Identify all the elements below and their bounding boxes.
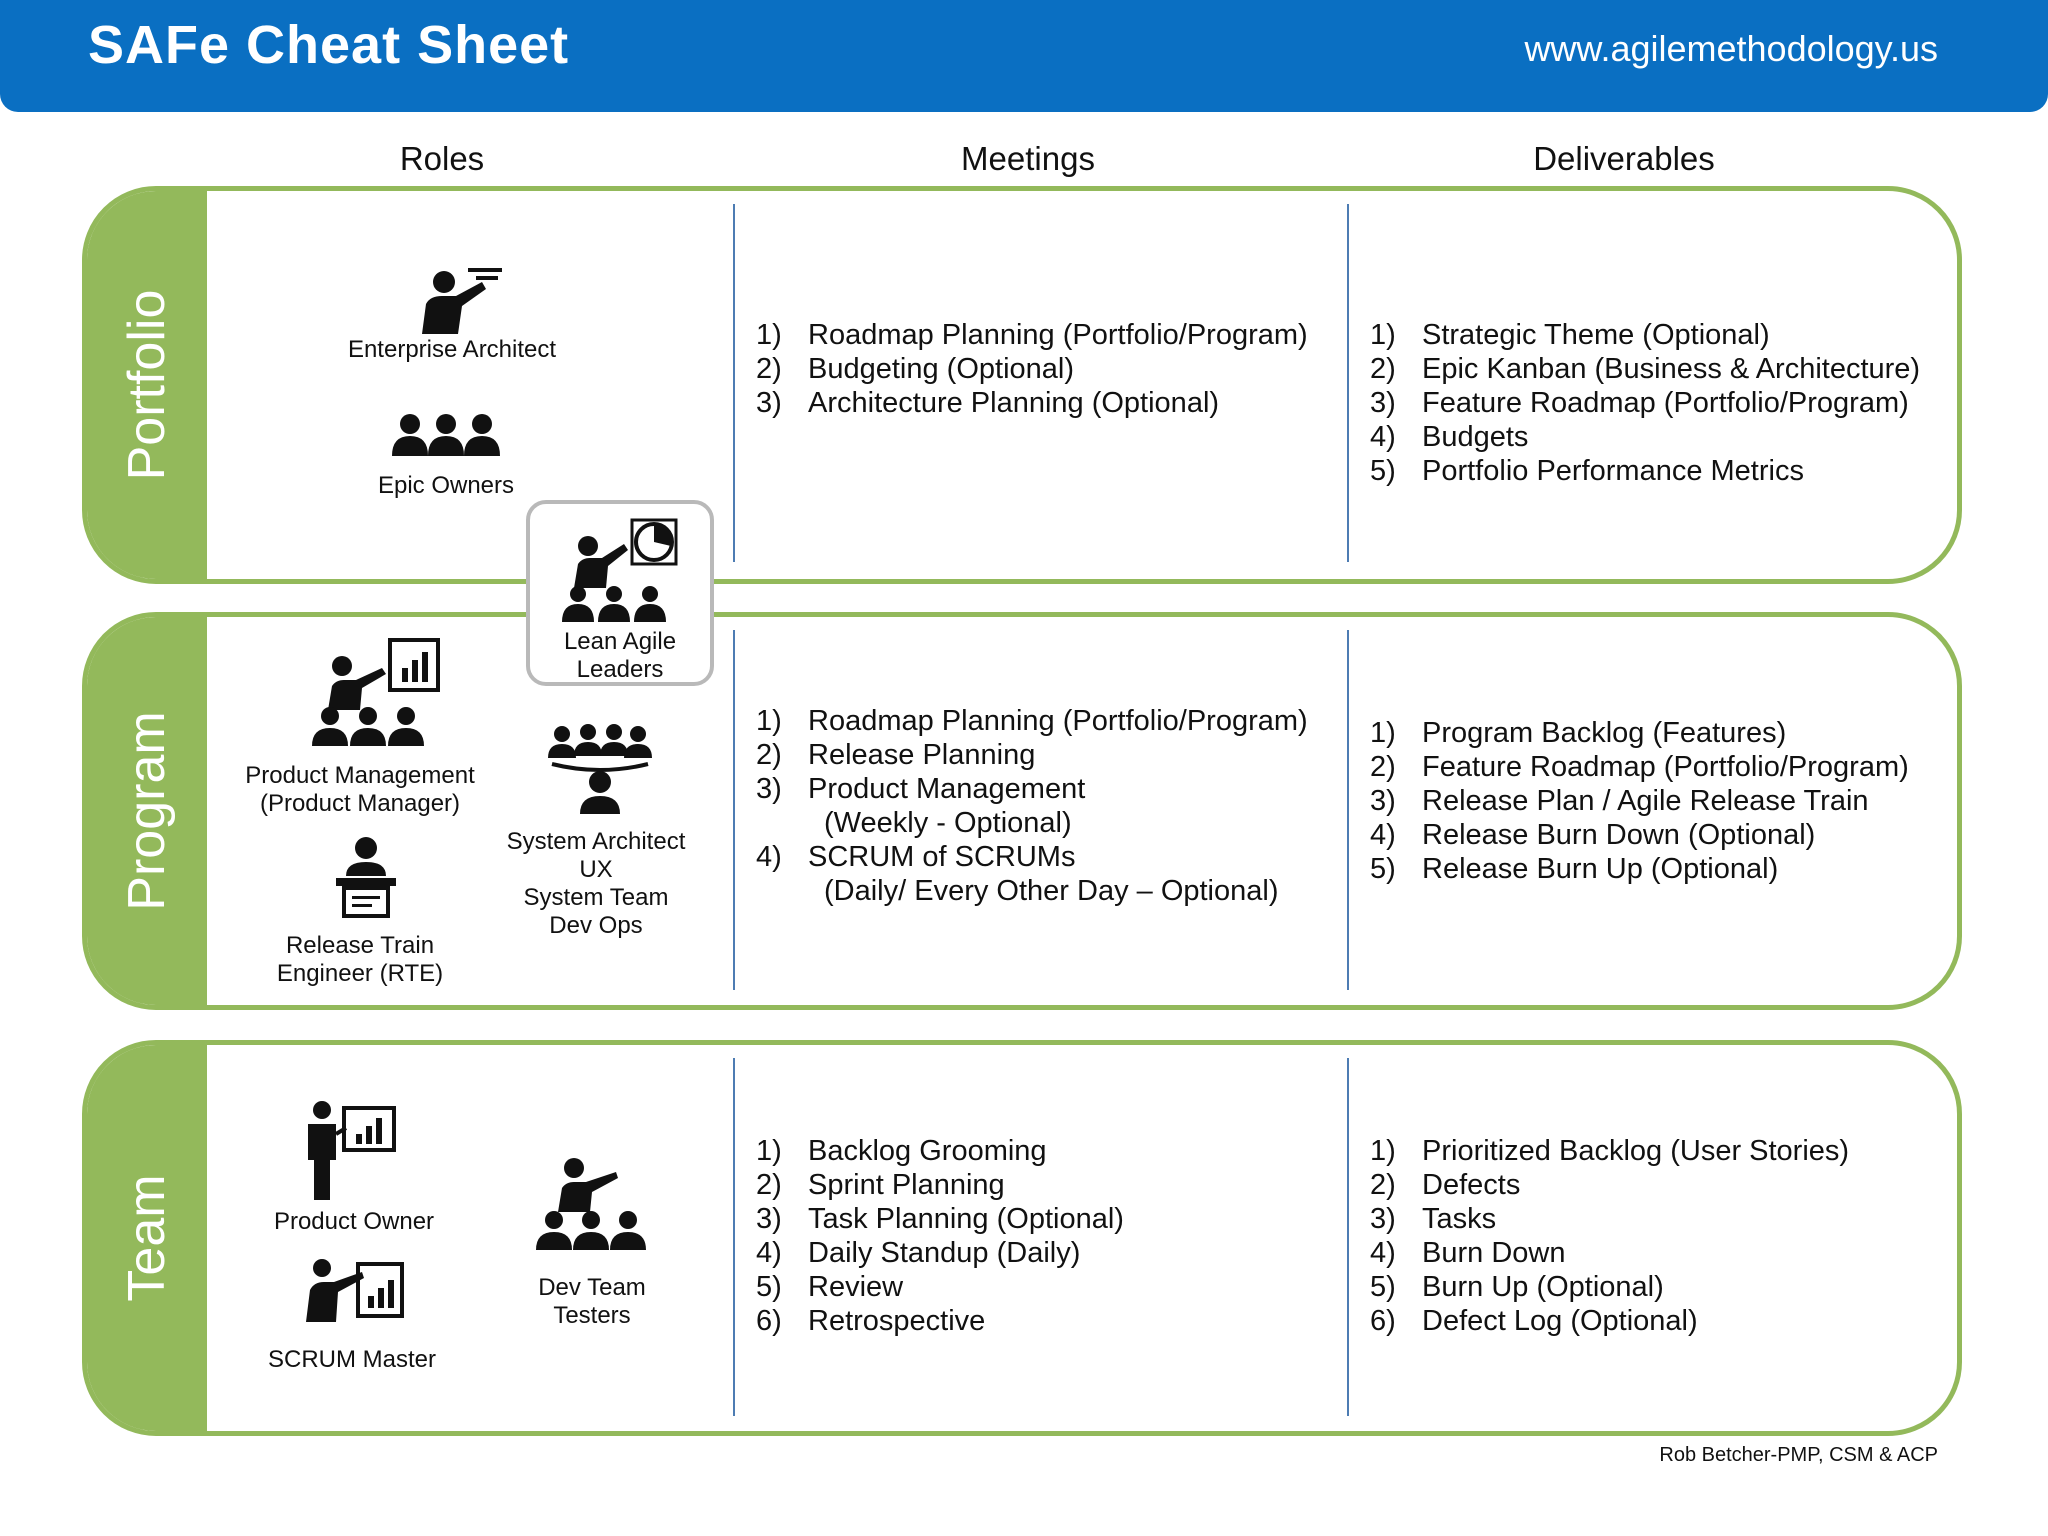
list-item: 5) Review [756, 1271, 904, 1303]
portfolio-divider-2 [1347, 204, 1349, 562]
list-item: 4) Burn Down [1370, 1237, 1566, 1269]
portfolio-deliverables-list [1370, 318, 1920, 488]
program-deliverables-list [1370, 716, 1909, 886]
list-item: 2) Budgeting (Optional) [756, 353, 1074, 385]
list-item: 3) Feature Roadmap (Portfolio/Program) [1370, 387, 1909, 419]
role-epic-owners: Epic Owners [377, 472, 515, 499]
author-credit: Rob Betcher-PMP, CSM & ACP [1659, 1444, 1938, 1466]
list-item: 3) Tasks [1370, 1203, 1497, 1235]
column-heading-roles: Roles [399, 140, 485, 177]
list-item: 5) Portfolio Performance Metrics [1370, 455, 1804, 487]
role-product-owner: Product Owner [273, 1208, 435, 1235]
list-item: 4) Release Burn Down (Optional) [1370, 819, 1816, 851]
podium-icon [334, 836, 398, 920]
team-divider-1 [733, 1058, 735, 1416]
list-item: 5) Burn Up (Optional) [1370, 1271, 1664, 1303]
header-bar [0, 0, 2048, 112]
role-system-architect: System Architect UX System Team Dev Ops [506, 828, 686, 939]
list-item: 4) SCRUM of SCRUMs (Daily/ Every Other Day – Optional) [756, 841, 1279, 907]
list-item: 3) Architecture Planning (Optional) [756, 387, 1220, 419]
page-title: SAFe Cheat Sheet [88, 15, 570, 75]
team-tab [87, 1045, 207, 1431]
chart-presenter-icon [308, 638, 442, 746]
column-heading-deliverables: Deliverables [1533, 140, 1715, 177]
program-tab [87, 617, 207, 1005]
portfolio-meetings-list [756, 318, 1308, 420]
list-item: 2) Feature Roadmap (Portfolio/Program) [1370, 751, 1909, 783]
list-item: 1) Roadmap Planning (Portfolio/Program) [756, 705, 1308, 737]
list-item: 4) Daily Standup (Daily) [756, 1237, 1081, 1269]
list-item: 1) Strategic Theme (Optional) [1370, 319, 1770, 351]
list-item: 2) Defects [1370, 1169, 1521, 1201]
list-item: 3) Product Management (Weekly - Optional) [756, 773, 1086, 839]
list-item: 2) Sprint Planning [756, 1169, 1005, 1201]
presenter-audience-icon [558, 518, 686, 622]
team-hierarchy-icon [548, 724, 652, 814]
group-icon [392, 412, 500, 456]
list-item: 3) Task Planning (Optional) [756, 1203, 1124, 1235]
portfolio-label: Portfolio [118, 289, 176, 481]
team-label: Team [118, 1174, 176, 1302]
list-item: 5) Release Burn Up (Optional) [1370, 853, 1779, 885]
portfolio-tab [87, 191, 207, 579]
column-heading-meetings: Meetings [961, 140, 1095, 177]
role-dev-team: Dev Team Testers [538, 1274, 646, 1329]
presenter-icon [416, 262, 506, 334]
list-item: 6) Retrospective [756, 1305, 986, 1337]
site-url[interactable]: www.agilemethodology.us [1524, 28, 1938, 69]
role-scrum-master: SCRUM Master [267, 1346, 437, 1373]
list-item: 1) Backlog Grooming [756, 1135, 1047, 1167]
list-item: 1) Program Backlog (Features) [1370, 717, 1787, 749]
role-release-train-engineer: Release Train Engineer (RTE) [276, 932, 444, 987]
pointer-chart-icon [304, 1258, 404, 1322]
program-divider-1 [733, 630, 735, 990]
list-item: 2) Release Planning [756, 739, 1036, 771]
team-deliverables-list [1370, 1134, 1849, 1338]
team-divider-2 [1347, 1058, 1349, 1416]
person-chart-icon [304, 1100, 396, 1200]
team-meetings-list [756, 1134, 1124, 1338]
program-divider-2 [1347, 630, 1349, 990]
list-item: 1) Roadmap Planning (Portfolio/Program) [756, 319, 1308, 351]
program-meetings-list [756, 704, 1308, 908]
role-product-management: Product Management (Product Manager) [245, 762, 475, 817]
portfolio-divider-1 [733, 204, 735, 562]
list-item: 3) Release Plan / Agile Release Train [1370, 785, 1869, 817]
list-item: 4) Budgets [1370, 421, 1529, 453]
role-lean-agile-leaders: Lean Agile Leaders [563, 628, 677, 683]
list-item: 6) Defect Log (Optional) [1370, 1305, 1698, 1337]
program-label: Program [118, 711, 176, 911]
list-item: 1) Prioritized Backlog (User Stories) [1370, 1135, 1850, 1167]
role-enterprise-architect: Enterprise Architect [347, 336, 557, 363]
list-item: 2) Epic Kanban (Business & Architecture) [1370, 353, 1921, 385]
presenter-audience-icon [536, 1158, 646, 1250]
lean-agile-leaders-box [526, 500, 714, 686]
